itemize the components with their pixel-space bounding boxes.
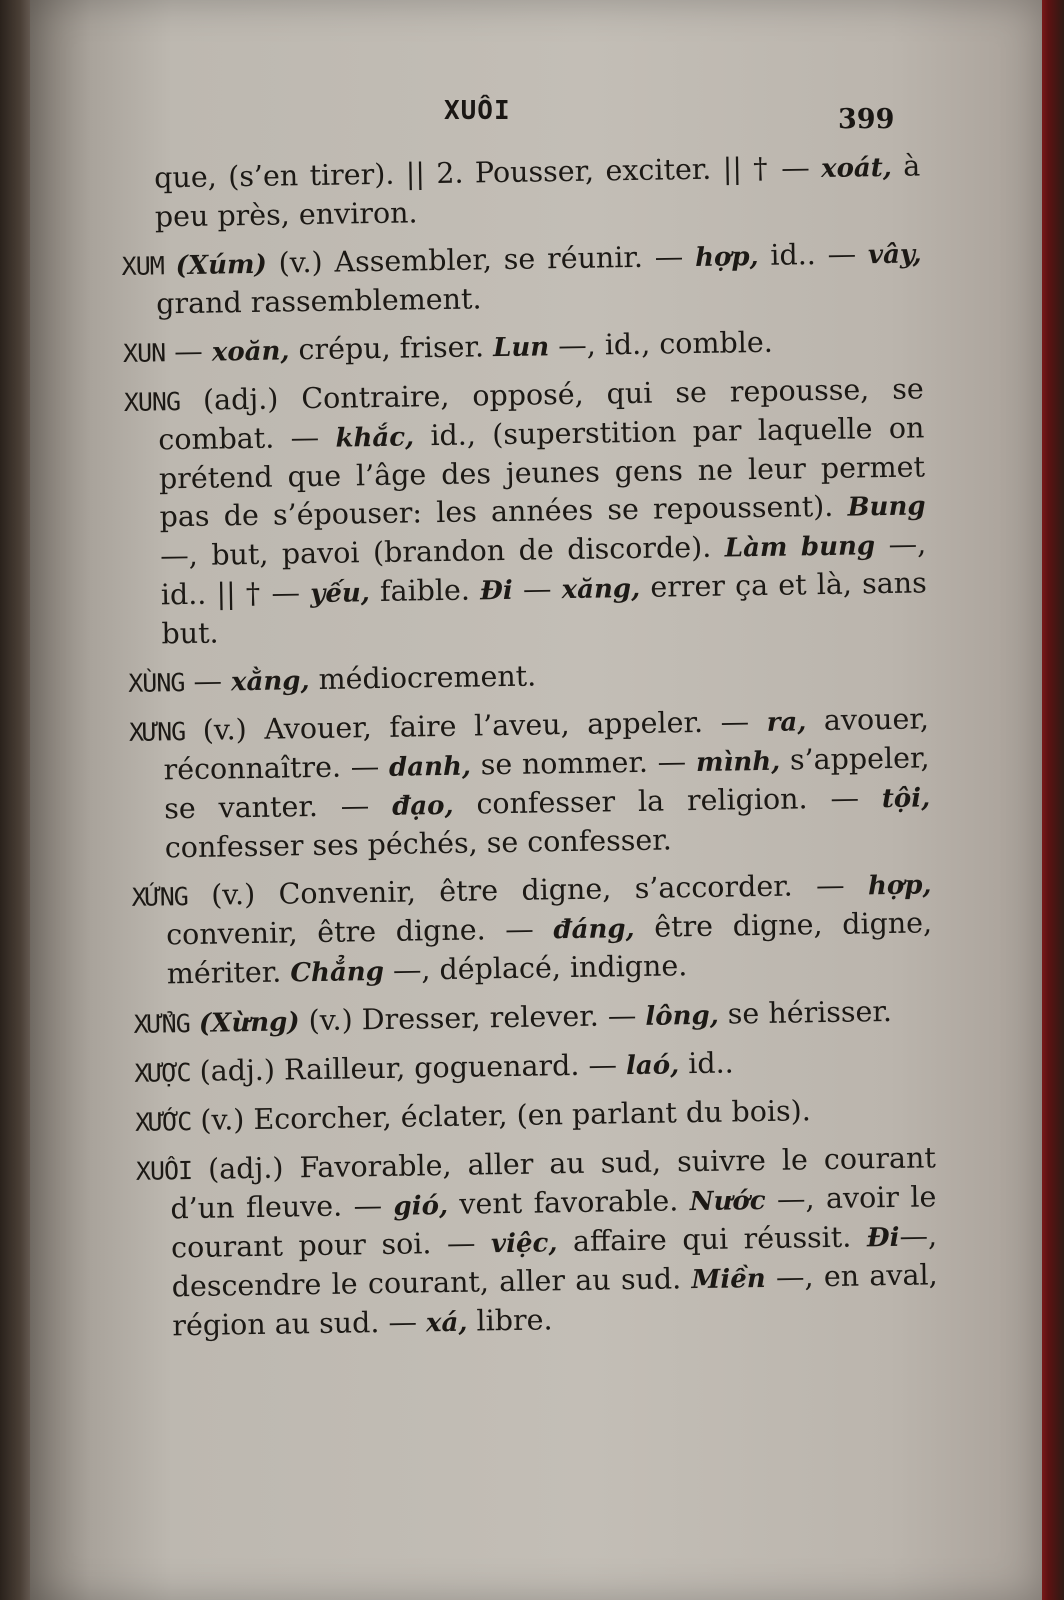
definition-text: id.. — <box>758 237 869 272</box>
definition-text: crépu, friser. <box>289 330 494 367</box>
definition-text: se nommer. — <box>470 745 697 782</box>
dictionary-entries <box>120 147 939 1356</box>
dictionary-entry <box>121 234 922 324</box>
definition-text: (v.) Convenir, être digne, s’accorder. — <box>187 868 869 913</box>
italic-term: Làm bung <box>724 531 876 564</box>
headword: XƯỚC <box>134 1107 192 1137</box>
definition-text: (v.) Dresser, relever. — <box>299 998 646 1038</box>
definition-text: —, id., comble. <box>548 325 774 363</box>
definition-text: convenir, être digne. — <box>165 912 554 952</box>
italic-term: gió, <box>393 1190 449 1222</box>
definition-text: que, (s’en tirer). || 2. Pousser, exciter. || † — <box>154 150 822 195</box>
dictionary-entry <box>136 1139 939 1347</box>
running-head-word: XUÔI <box>444 96 511 126</box>
headword: XUNG <box>123 387 181 417</box>
italic-term: xoăn, <box>211 336 290 368</box>
definition-text: confesser la religion. — <box>453 781 883 821</box>
definition-text: —, avoir le courant pour soi. — <box>170 1180 937 1265</box>
italic-term: Nước <box>689 1185 766 1218</box>
italic-term: việc, <box>490 1228 558 1260</box>
dictionary-entry <box>129 700 931 868</box>
definition-text: médiocrement. <box>309 659 537 697</box>
definition-text: avouer, réconnaître. — <box>163 702 930 787</box>
definition-text: confesser ses péchés, se confesser. <box>164 823 673 865</box>
italic-term: Chẳng <box>290 956 385 989</box>
definition-text: vent favorable. <box>447 1184 690 1221</box>
headword: XUN <box>122 338 166 368</box>
dictionary-entry <box>124 370 928 654</box>
italic-term: (Xúm) <box>175 249 268 282</box>
definition-text: se hérisser. <box>718 994 893 1031</box>
italic-term: (Xừng) <box>198 1007 300 1039</box>
italic-term: yếu, <box>309 578 371 610</box>
definition-text: être digne, digne, mériter. <box>166 906 933 991</box>
definition-text: s’appeler, se vanter. — <box>163 741 930 826</box>
italic-term: xằng, <box>230 666 310 698</box>
dictionary-entry <box>120 147 921 237</box>
definition-text: (v.) Assembler, se réunir. — <box>266 239 696 280</box>
definition-text: (adj.) Contraire, opposé, qui se repousse, se combat. — <box>158 372 924 457</box>
dictionary-entry <box>134 1041 935 1093</box>
italic-term: xăng, <box>561 573 641 606</box>
dictionary-entry <box>128 651 929 703</box>
definition-text: —, en aval, région au sud. — <box>172 1258 938 1343</box>
italic-term: khắc, <box>335 422 415 454</box>
italic-term: Bung <box>847 491 926 523</box>
definition-text: (v.) Ecorcher, éclater, (en parlant du bois). <box>191 1094 812 1137</box>
italic-term: Miền <box>691 1263 766 1296</box>
definition-text <box>164 248 176 281</box>
italic-term: xá, <box>425 1307 468 1339</box>
italic-term: vây, <box>867 239 922 271</box>
definition-text: errer ça et là, sans but. <box>161 566 928 651</box>
page-number: 399 <box>838 104 895 135</box>
definition-text: — <box>184 664 232 699</box>
definition-text: (v.) Avouer, faire l’aveu, appeler. — <box>184 704 767 748</box>
definition-text: grand rassemblement. <box>156 282 482 321</box>
definition-text: — <box>164 334 213 369</box>
headword: XƯNG <box>128 717 186 747</box>
dictionary-entry <box>135 1090 936 1142</box>
italic-term: đáng, <box>553 914 635 946</box>
dictionary-entry <box>131 865 933 995</box>
italic-term: Đi <box>479 575 514 607</box>
running-head <box>30 96 1042 136</box>
definition-text: —, id.. || † — <box>160 527 927 612</box>
dictionary-entry <box>123 321 924 373</box>
headword: XƯỢC <box>134 1058 191 1088</box>
italic-term: tội, <box>881 783 931 815</box>
dictionary-entry <box>133 992 934 1044</box>
headword: XỨNG <box>131 882 189 912</box>
headword: XUÔI <box>135 1155 193 1186</box>
italic-term: hợp, <box>867 870 932 902</box>
definition-text: (adj.) Railleur, goguenard. — <box>190 1048 627 1089</box>
headword: XÙNG <box>127 668 185 698</box>
definition-text: —, but, pavoi (brandon de discorde). <box>159 530 726 573</box>
definition-text: id.. <box>678 1046 734 1081</box>
definition-text: —, descendre le courant, aller au sud. <box>171 1219 938 1304</box>
definition-text: à peu près, environ. <box>154 149 921 234</box>
italic-term: danh, <box>388 751 472 783</box>
italic-term: xoát, <box>820 152 893 184</box>
italic-term: ra, <box>766 707 807 738</box>
italic-term: Lun <box>492 332 550 364</box>
definition-text: id., (superstition par laquelle on prétend que l’âge des jeunes gens ne leur permet pas de s’épouser: les années se repoussent). <box>158 411 926 534</box>
definition-text: — <box>512 572 562 606</box>
italic-term: hợp, <box>694 241 759 273</box>
dictionary-page <box>30 0 1042 1600</box>
italic-term: lông, <box>645 1000 719 1032</box>
definition-text: (adj.) Favorable, aller au sud, suivre le courant d’un fleuve. — <box>170 1141 937 1226</box>
headword: XỬNG <box>133 1009 191 1039</box>
italic-term: laó, <box>625 1050 680 1082</box>
definition-text: —, déplacé, indigne. <box>383 949 688 987</box>
definition-text: faible. <box>369 573 481 609</box>
definition-text: libre. <box>467 1303 553 1338</box>
italic-term: Đi <box>866 1222 900 1254</box>
definition-text: affaire qui réussit. <box>557 1220 868 1259</box>
book-gutter-left <box>0 0 34 1600</box>
italic-term: đạo, <box>391 790 454 822</box>
headword: XUM <box>121 251 165 281</box>
italic-term: mình, <box>695 746 781 779</box>
